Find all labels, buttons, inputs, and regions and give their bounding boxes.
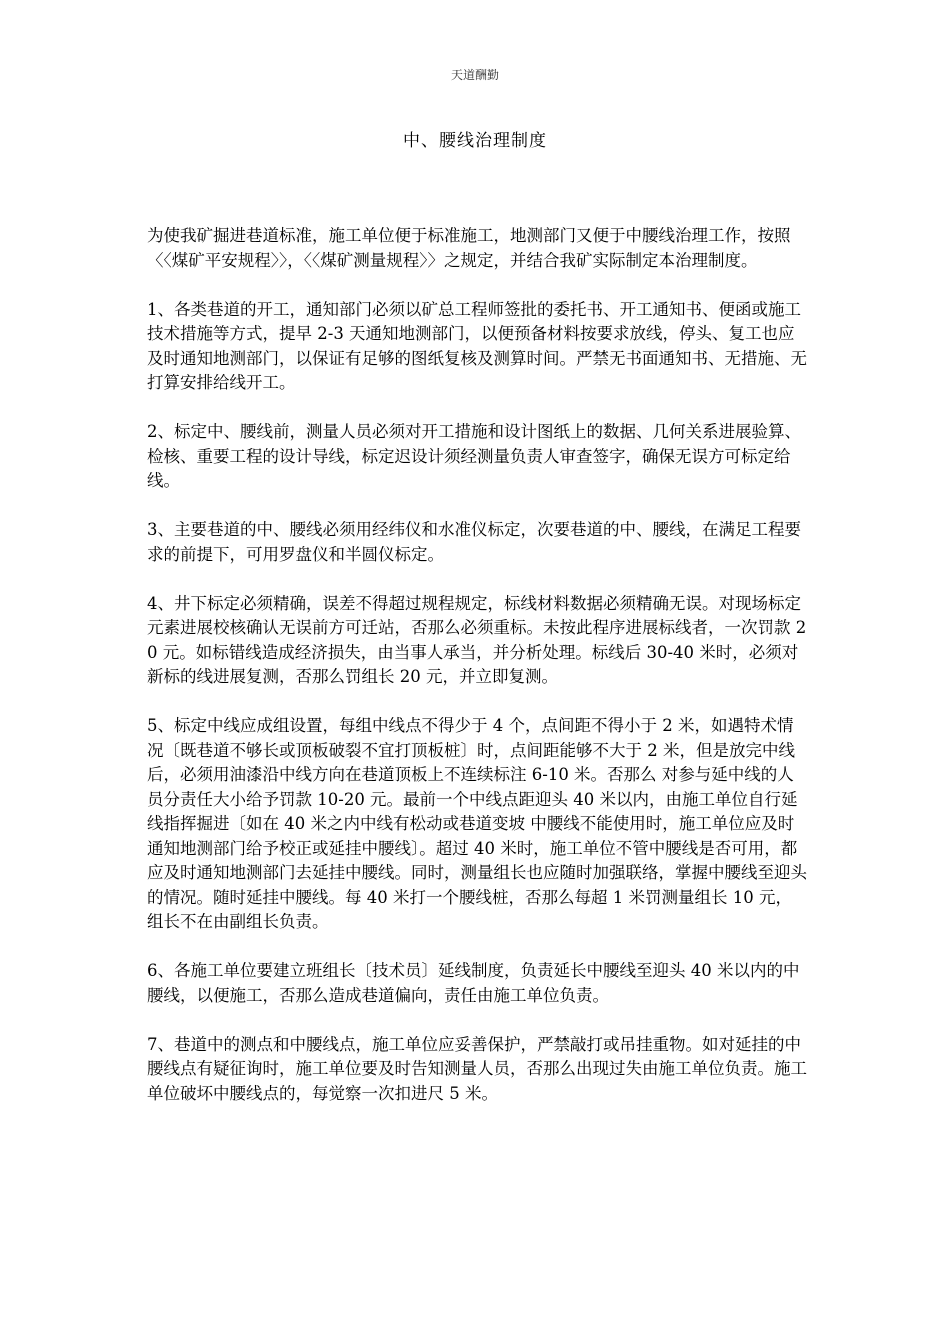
clause-4-paragraph: 4、井下标定必须精确，误差不得超过规程规定，标线材料数据必须精确无误。对现场标定元素进展校核确认无误前方可迁站，否那么必须重标。未按此程序进展标线者，一次罚款 20 元。如标错线造成经济损失，由当事人承当，并分析处理。标线后 30-40 米时，必须对新标的线进展复测，否那么罚组长 20 元，并立即复测。 bbox=[147, 593, 807, 686]
intro-paragraph: 为使我矿掘进巷道标准，施工单位便于标准施工，地测部门又便于中腰线治理工作，按照〈〈煤矿平安规程〉〉，〈〈煤矿测量规程〉〉之规定，并结合我矿实际制定本治理制度。 bbox=[147, 226, 791, 270]
clause-6-paragraph: 6、各施工单位要建立班组长〔技术员〕延线制度，负责延长中腰线至迎头 40 米以内的中腰线，以便施工，否那么造成巷道偏向，责任由施工单位负责。 bbox=[147, 961, 800, 1005]
document-title: 中、腰线治理制度 bbox=[403, 131, 547, 151]
clause-5-paragraph: 5、标定中线应成组设置，每组中线点不得少于 4 个，点间距不得小于 2 米，如遇特术情况〔既巷道不够长或顶板破裂不宜打顶板桩〕时，点间距能够不大于 2 米，但是放完中线后，必须用油漆沿中线方向在巷道顶板上不连续标注 6-10 米。否那么 对参与延中线的人员分责任大小给予罚款 10-20 元。最前一个中线点距迎头 40 米以内，由施工单位自行延线指挥掘进〔如在 40 米之内中线有松动或巷道变坡 中腰线不能使用时，施工单位应及时通知地测部门给予校正或延挂中腰线〕。超过 40 米时，施工单位不管中腰线是否可用，都应及时通知地测部门去延挂中腰线。同时，测量组长也应随时加强联络，掌握中腰线至迎头的情况。随时延挂中腰线。每 40 米打一个腰线桩，否那么每超 1 米罚测量组长 10 元，组长不在由副组长负责。 bbox=[147, 716, 807, 931]
document-body bbox=[147, 224, 807, 1131]
clause-2-paragraph: 2、标定中、腰线前，测量人员必须对开工措施和设计图纸上的数据、几何关系进展验算、检核、重要工程的设计导线，标定迟设计须经测量负责人审查签字，确保无误方可标定给线。 bbox=[147, 422, 801, 490]
clause-1-paragraph: 1、各类巷道的开工，通知部门必须以矿总工程师签批的委托书、开工通知书、便函或施工技术措施等方式，提早 2-3 天通知地测部门，以便预备材料按要求放线，停头、复工也应及时通知地测部门，以保证有足够的图纸复核及测算时间。严禁无书面通知书、无措施、无打算安排给线开工。 bbox=[147, 299, 807, 392]
page-header: 天道酬勤 bbox=[450, 68, 499, 82]
clause-3-paragraph: 3、主要巷道的中、腰线必须用经纬仪和水准仪标定，次要巷道的中、腰线，在满足工程要求的前提下，可用罗盘仪和半圆仪标定。 bbox=[147, 520, 801, 564]
clause-7-paragraph: 7、巷道中的测点和中腰线点，施工单位应妥善保护，严禁敲打或吊挂重物。如对延挂的中腰线点有疑征询时，施工单位要及时告知测量人员，否那么出现过失由施工单位负责。施工单位破坏中腰线点的，每觉察一次扣进尺 5 米。 bbox=[147, 1034, 807, 1103]
